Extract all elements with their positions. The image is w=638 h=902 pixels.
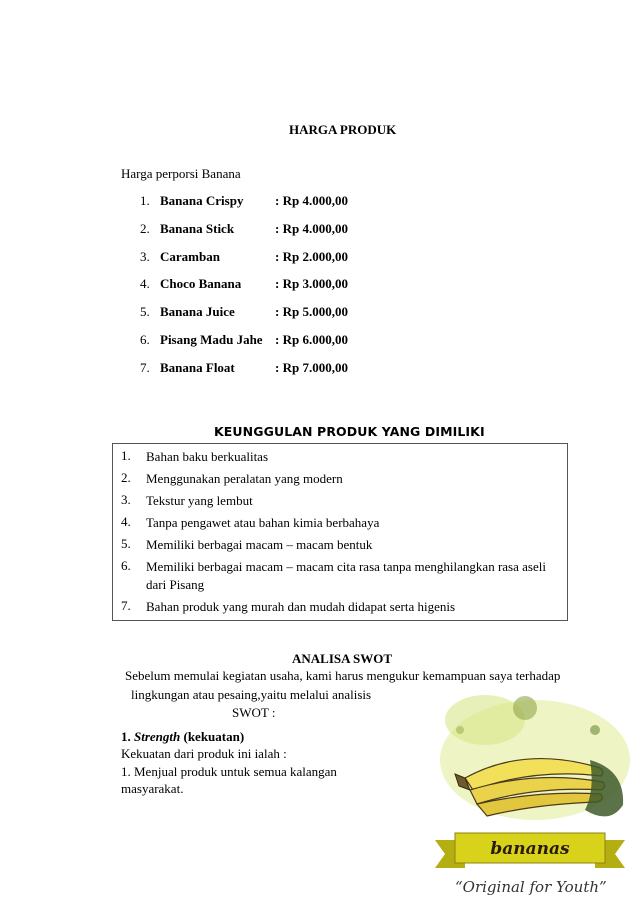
price-item — [140, 332, 500, 360]
strength-word: Strength — [134, 729, 181, 744]
advantages-box — [112, 443, 568, 621]
price-item-price: : Rp 4.000,00 — [275, 220, 348, 236]
advantage-number: 6. — [121, 558, 131, 573]
price-item-number: 4. — [140, 276, 150, 292]
advantage-number: 3. — [121, 492, 131, 507]
price-item-name: Banana Float — [160, 359, 235, 375]
price-item-name: Choco Banana — [160, 276, 242, 292]
price-item-price: : Rp 7.000,00 — [275, 359, 348, 375]
strength-line-3: masyarakat. — [121, 781, 184, 796]
advantage-number: 1. — [121, 448, 131, 463]
price-list — [140, 193, 500, 388]
watercolor-dot — [590, 725, 600, 735]
swot-intro-line-3: SWOT : — [232, 705, 276, 720]
advantage-number: 4. — [121, 514, 131, 529]
strength-line-2: 1. Menjual produk untuk semua kalangan — [121, 764, 337, 779]
advantage-text: Tanpa pengawet atau bahan kimia berbahaya — [146, 515, 380, 530]
ribbon-brand-text: bananas — [490, 839, 570, 859]
price-item-price: : Rp 4.000,00 — [275, 193, 348, 208]
price-item-name: Banana Stick — [160, 220, 235, 236]
advantage-text: Memiliki berbagai macam – macam bentuk — [146, 537, 373, 552]
advantage-text: Memiliki berbagai macam – macam cita rasa tanpa menghilangkan rasa aseli dari Pisang — [146, 559, 546, 592]
price-item — [140, 304, 500, 332]
price-section-title: HARGA PRODUK — [289, 122, 397, 137]
price-item-number: 3. — [140, 248, 150, 264]
price-item-price: : Rp 6.000,00 — [275, 331, 348, 347]
price-item — [140, 193, 500, 221]
swot-section-title: ANALISA SWOT — [292, 651, 393, 666]
advantage-number: 5. — [121, 536, 131, 551]
advantage-number: 2. — [121, 470, 131, 485]
price-item-price: : Rp 2.000,00 — [275, 248, 348, 264]
price-item — [140, 249, 500, 277]
price-item-price: : Rp 5.000,00 — [275, 304, 348, 320]
advantage-text: Tekstur yang lembut — [146, 493, 253, 508]
price-item-name: Banana Crispy — [160, 193, 244, 208]
price-item-price: : Rp 3.000,00 — [275, 276, 348, 292]
advantage-text: Bahan baku berkualitas — [146, 449, 269, 464]
price-item-number: 6. — [140, 331, 150, 347]
strength-line-1: Kekuatan dari produk ini ialah : — [121, 746, 287, 761]
price-item — [140, 276, 500, 304]
advantage-text: Bahan produk yang murah dan mudah didapat serta higenis — [146, 599, 456, 614]
price-item-name: Banana Juice — [160, 304, 235, 320]
price-item — [140, 221, 500, 249]
price-item-name: Caramban — [160, 248, 220, 264]
swot-intro-line-1: Sebelum memulai kegiatan usaha, kami harus mengukur kemampuan saya terhadap — [125, 668, 561, 683]
price-subtitle: Harga perporsi Banana — [121, 166, 241, 181]
strength-number: 1. — [121, 729, 134, 744]
advantages-section-title: KEUNGGULAN PRODUK YANG DIMILIKI — [214, 424, 485, 439]
price-item-number: 5. — [140, 304, 150, 320]
watercolor-dot — [513, 696, 537, 720]
watercolor-dot — [456, 726, 464, 734]
price-item — [140, 360, 500, 388]
price-item-number: 1. — [140, 193, 150, 208]
brand-tagline: “Original for Youth” — [455, 878, 607, 896]
price-item-number: 2. — [140, 220, 150, 236]
swot-intro-line-2: lingkungan atau pesaing,yaitu melalui analisis — [131, 687, 372, 702]
banana-illustration — [425, 690, 635, 900]
price-item-number: 7. — [140, 359, 150, 375]
advantage-number: 7. — [121, 598, 131, 613]
strength-paren: (kekuatan) — [180, 729, 245, 744]
strength-heading — [121, 729, 244, 745]
watercolor-splash-yellow — [445, 695, 525, 745]
advantage-text: Menggunakan peralatan yang modern — [146, 471, 343, 486]
price-item-name: Pisang Madu Jahe — [160, 331, 263, 347]
